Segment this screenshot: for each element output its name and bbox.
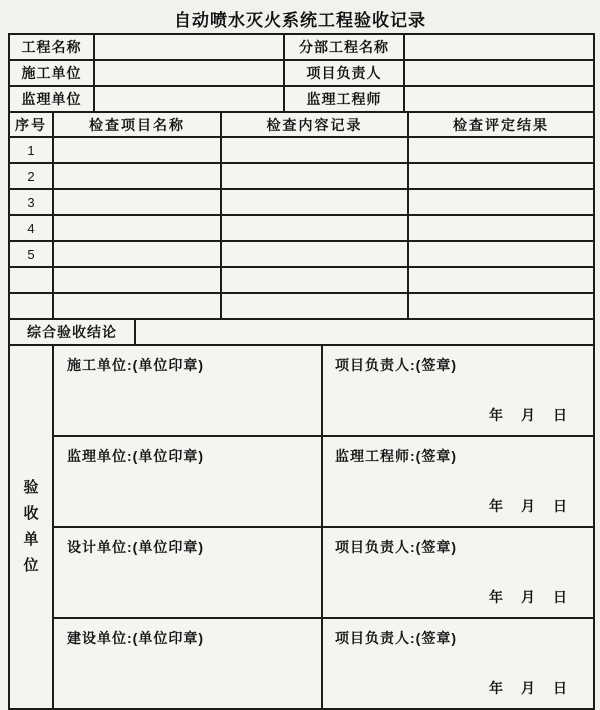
- conclusion-value: [135, 319, 594, 345]
- row-no: [9, 267, 53, 293]
- supervision-unit-seal-label: 监理单位:(单位印章): [53, 436, 322, 527]
- row-no: 3: [9, 189, 53, 215]
- design-unit-seal-label: 设计单位:(单位印章): [53, 527, 322, 618]
- table-row: [9, 319, 594, 345]
- project-info-table: [8, 33, 595, 113]
- construction-unit-seal-label: 施工单位:(单位印章): [53, 345, 322, 436]
- construction-unit-value: [94, 60, 284, 86]
- row-result: [408, 215, 594, 241]
- row-result: [408, 163, 594, 189]
- construction-date-line: 年 月 日: [489, 407, 569, 423]
- row-no: 5: [9, 241, 53, 267]
- design-date-line: 年 月 日: [489, 589, 569, 605]
- supervision-date-line: 年 月 日: [489, 498, 569, 514]
- client-signer-cell: [322, 618, 594, 709]
- header-item-name: 检查项目名称: [53, 112, 221, 137]
- client-unit-seal-label: 建设单位:(单位印章): [53, 618, 322, 709]
- header-content-record: 检查内容记录: [221, 112, 408, 137]
- acceptance-side-label: 验收单位: [23, 478, 39, 575]
- page-title: 自动喷水灭火系统工程验收记录: [174, 11, 426, 30]
- row-record: [221, 215, 408, 241]
- design-signer-cell: [322, 527, 594, 618]
- signature-row-construction: [9, 345, 594, 436]
- supervision-unit-value: [94, 86, 284, 112]
- project-manager-label: 项目负责人: [284, 60, 404, 86]
- row-no: [9, 293, 53, 319]
- table-row: [9, 163, 594, 189]
- client-date-line: 年 月 日: [489, 680, 569, 696]
- row-record: [221, 267, 408, 293]
- conclusion-label: 综合验收结论: [9, 319, 135, 345]
- row-result: [408, 293, 594, 319]
- project-manager-value: [404, 60, 594, 86]
- header-evaluation-result: 检查评定结果: [408, 112, 594, 137]
- design-signer-label: 项目负责人:(签章): [335, 539, 457, 555]
- acceptance-side-label-cell: [9, 345, 53, 709]
- table-row: [9, 86, 594, 112]
- construction-signer-cell: [322, 345, 594, 436]
- row-result: [408, 189, 594, 215]
- construction-unit-label: 施工单位: [9, 60, 94, 86]
- acceptance-record-form: [8, 33, 593, 710]
- project-name-label: 工程名称: [9, 34, 94, 60]
- row-no: 4: [9, 215, 53, 241]
- row-item: [53, 293, 221, 319]
- subproject-name-value: [404, 34, 594, 60]
- table-row: [9, 215, 594, 241]
- header-seq-no: 序号: [9, 112, 53, 137]
- construction-signer-label: 项目负责人:(签章): [335, 357, 457, 373]
- supervision-signer-cell: [322, 436, 594, 527]
- supervision-signer-label: 监理工程师:(签章): [335, 448, 457, 464]
- supervising-engineer-value: [404, 86, 594, 112]
- table-row: [9, 137, 594, 163]
- row-item: [53, 189, 221, 215]
- row-result: [408, 267, 594, 293]
- signature-row-design: [9, 527, 594, 618]
- row-record: [221, 163, 408, 189]
- inspection-header-row: [9, 112, 594, 137]
- row-no: 1: [9, 137, 53, 163]
- row-record: [221, 241, 408, 267]
- row-record: [221, 137, 408, 163]
- row-item: [53, 215, 221, 241]
- table-row: [9, 267, 594, 293]
- row-result: [408, 137, 594, 163]
- table-row: [9, 60, 594, 86]
- row-record: [221, 189, 408, 215]
- table-row: [9, 189, 594, 215]
- row-result: [408, 241, 594, 267]
- acceptance-signatures-table: [8, 344, 595, 710]
- conclusion-table: [8, 318, 595, 346]
- project-name-value: [94, 34, 284, 60]
- row-record: [221, 293, 408, 319]
- row-item: [53, 163, 221, 189]
- row-item: [53, 241, 221, 267]
- table-row: [9, 293, 594, 319]
- supervision-unit-label: 监理单位: [9, 86, 94, 112]
- row-item: [53, 267, 221, 293]
- row-no: 2: [9, 163, 53, 189]
- table-row: [9, 34, 594, 60]
- table-row: [9, 241, 594, 267]
- signature-row-supervision: [9, 436, 594, 527]
- signature-row-client: [9, 618, 594, 709]
- subproject-name-label: 分部工程名称: [284, 34, 404, 60]
- row-item: [53, 137, 221, 163]
- supervising-engineer-label: 监理工程师: [284, 86, 404, 112]
- client-signer-label: 项目负责人:(签章): [335, 630, 457, 646]
- inspection-table: [8, 111, 595, 320]
